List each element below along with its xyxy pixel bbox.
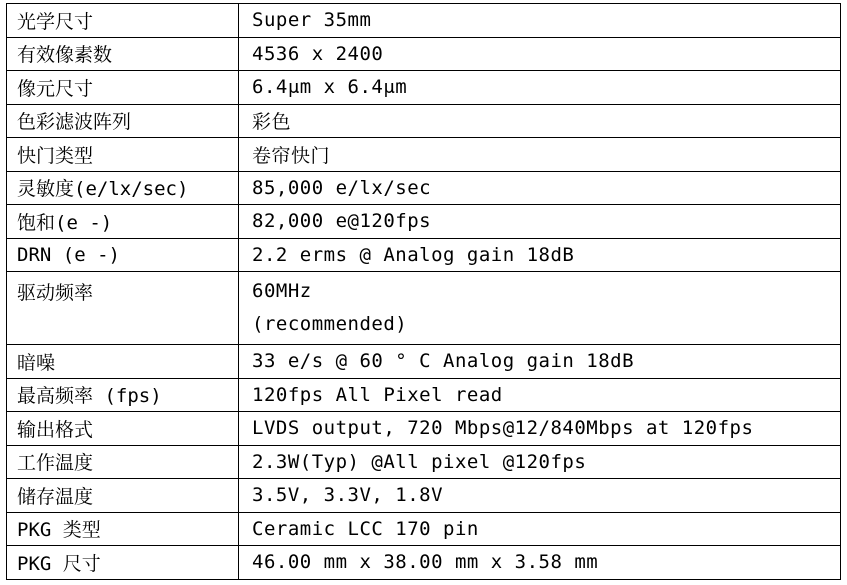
row-label: PKG 类型 xyxy=(7,512,239,546)
table-row xyxy=(7,4,841,38)
table-row xyxy=(7,71,841,105)
row-label: 储存温度 xyxy=(7,479,239,513)
row-label: 像元尺寸 xyxy=(7,71,239,105)
table-row xyxy=(7,445,841,479)
row-value: LVDS output, 720 Mbps@12/840Mbps at 120fps xyxy=(239,412,841,446)
row-value: 3.5V, 3.3V, 1.8V xyxy=(239,479,841,513)
row-label: 工作温度 xyxy=(7,445,239,479)
row-value: 33 e/s @ 60 ° C Analog gain 18dB xyxy=(239,345,841,379)
row-label: 灵敏度(e/lx/sec) xyxy=(7,171,239,205)
table-row xyxy=(7,205,841,239)
table-row xyxy=(7,37,841,71)
spec-table xyxy=(6,3,841,580)
row-value: 2.3W(Typ) @All pixel @120fps xyxy=(239,445,841,479)
row-value: 85,000 e/lx/sec xyxy=(239,171,841,205)
row-value: Super 35mm xyxy=(239,4,841,38)
row-value: Ceramic LCC 170 pin xyxy=(239,512,841,546)
row-label: 饱和(e -) xyxy=(7,205,239,239)
table-row xyxy=(7,546,841,580)
row-value xyxy=(239,272,841,345)
table-row xyxy=(7,412,841,446)
table-row xyxy=(7,378,841,412)
row-label: 输出格式 xyxy=(7,412,239,446)
table-row xyxy=(7,104,841,138)
row-label: PKG 尺寸 xyxy=(7,546,239,580)
table-row xyxy=(7,479,841,513)
row-value: 卷帘快门 xyxy=(239,138,841,172)
row-label: 有效像素数 xyxy=(7,37,239,71)
row-label: 快门类型 xyxy=(7,138,239,172)
table-row xyxy=(7,512,841,546)
row-label: DRN (e -) xyxy=(7,238,239,272)
row-value: 82,000 e@120fps xyxy=(239,205,841,239)
row-label: 暗噪 xyxy=(7,345,239,379)
row-value: 2.2 erms @ Analog gain 18dB xyxy=(239,238,841,272)
table-row xyxy=(7,345,841,379)
row-value: 120fps All Pixel read xyxy=(239,378,841,412)
table-row xyxy=(7,138,841,172)
row-value-line: 60MHz xyxy=(252,280,312,302)
table-row xyxy=(7,171,841,205)
row-value: 6.4μm x 6.4μm xyxy=(239,71,841,105)
row-value: 46.00 mm x 38.00 mm x 3.58 mm xyxy=(239,546,841,580)
row-value: 彩色 xyxy=(239,104,841,138)
row-label: 最高频率 (fps) xyxy=(7,378,239,412)
row-value-line: (recommended) xyxy=(252,313,408,335)
row-label: 光学尺寸 xyxy=(7,4,239,38)
row-value: 4536 x 2400 xyxy=(239,37,841,71)
table-row xyxy=(7,272,841,345)
row-label: 色彩滤波阵列 xyxy=(7,104,239,138)
table-row xyxy=(7,238,841,272)
row-label: 驱动频率 xyxy=(7,272,239,345)
